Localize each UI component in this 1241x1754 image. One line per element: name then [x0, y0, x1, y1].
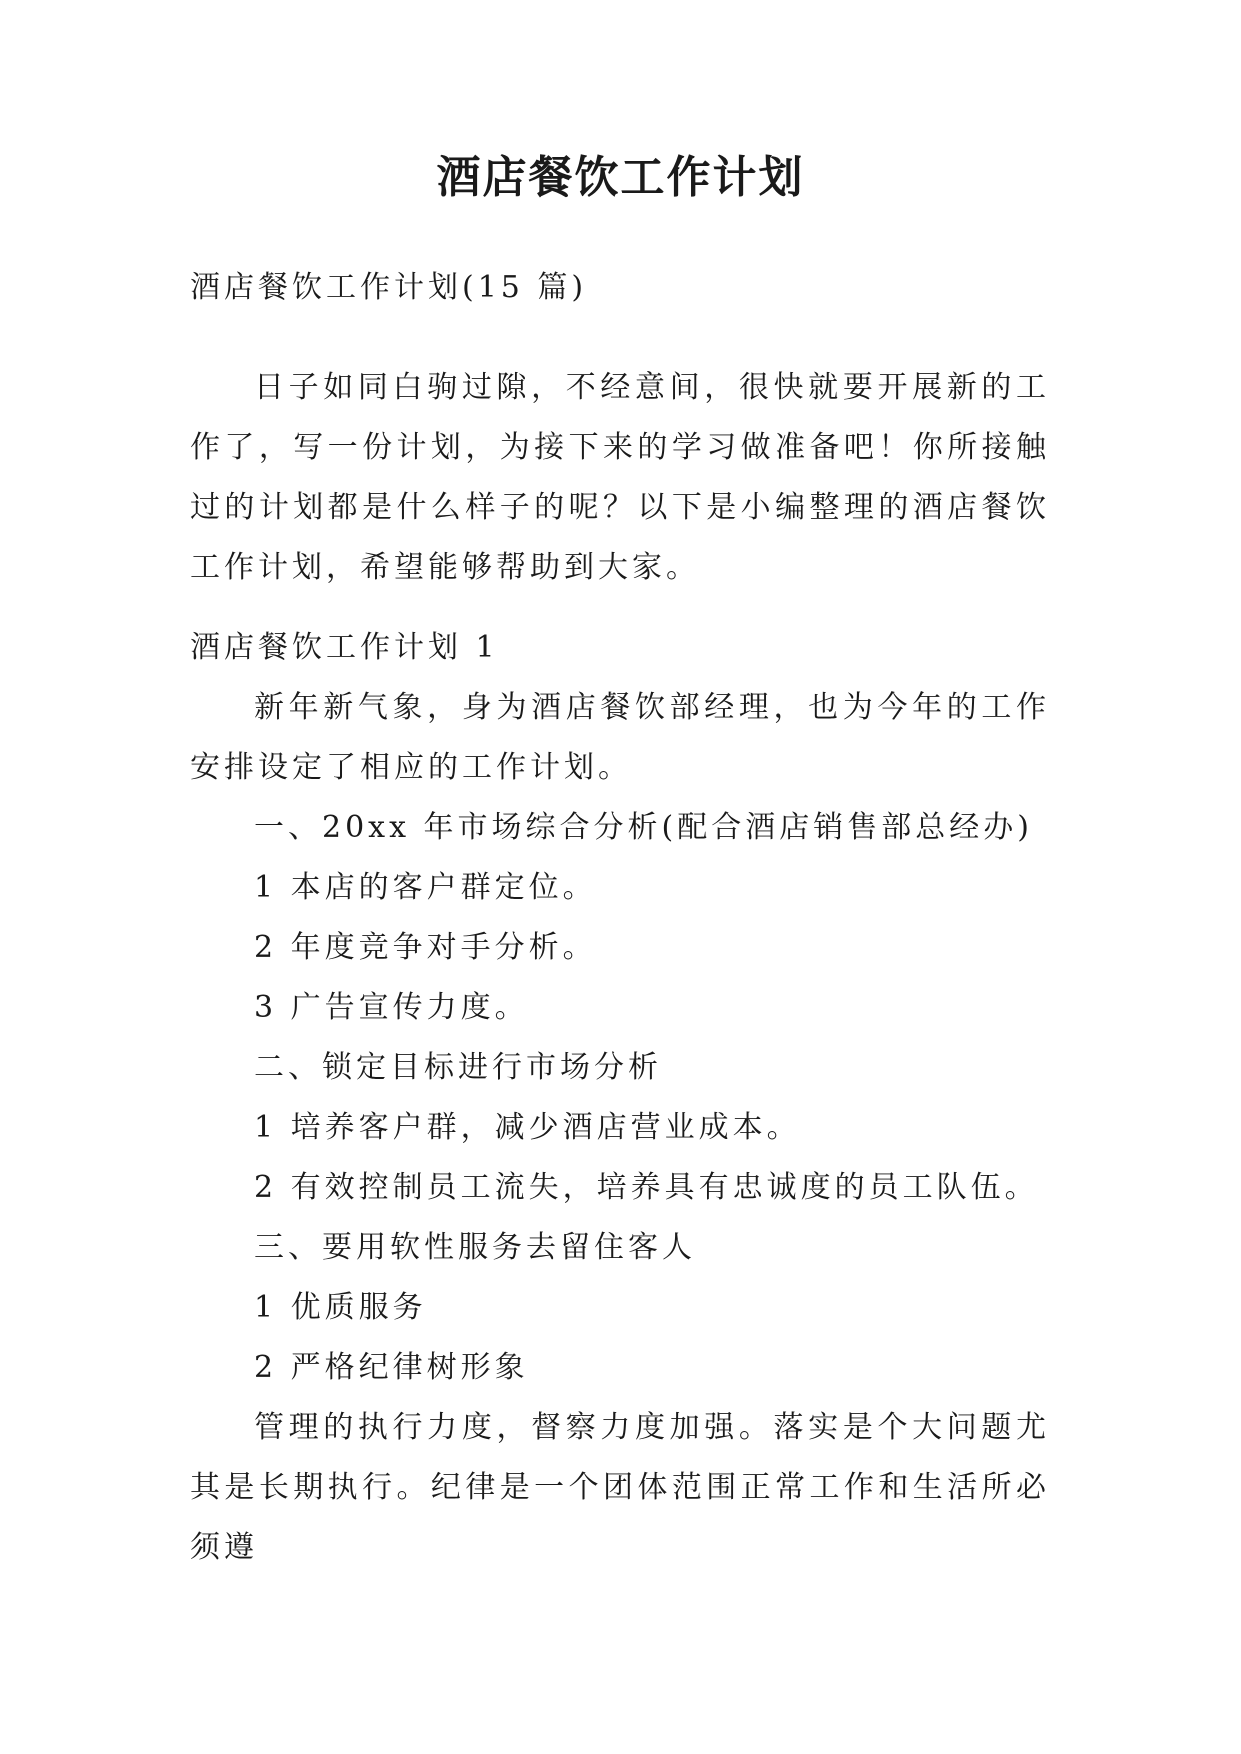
list-item: 三、要用软性服务去留住客人	[254, 1230, 696, 1265]
list-item: 1 本店的客户群定位。	[254, 870, 597, 905]
intro-block	[190, 358, 1050, 598]
document-title: 酒店餐饮工作计划	[436, 152, 805, 203]
section-1-block	[190, 618, 1050, 1578]
list-item: 2 严格纪律树形象	[254, 1350, 529, 1385]
list-item: 二、锁定目标进行市场分析	[254, 1050, 662, 1085]
list-item: 1 培养客户群，减少酒店营业成本。	[254, 1110, 801, 1145]
list-item: 3 广告宣传力度。	[254, 990, 529, 1025]
list-item: 2 年度竞争对手分析。	[254, 930, 597, 965]
document-subtitle: 酒店餐饮工作计划(15 篇)	[190, 270, 588, 305]
list-item: 2 有效控制员工流失，培养具有忠诚度的员工队伍。	[254, 1170, 1039, 1205]
section-paragraph: 新年新气象，身为酒店餐饮部经理，也为今年的工作安排设定了相应的工作计划。	[190, 690, 1050, 785]
closing-paragraph: 管理的执行力度，督察力度加强。落实是个大问题尤其是长期执行。纪律是一个团体范围正常工作和生活所必须遵	[190, 1410, 1050, 1565]
section-heading: 酒店餐饮工作计划 1	[190, 630, 499, 665]
intro-paragraph: 日子如同白驹过隙，不经意间，很快就要开展新的工作了，写一份计划，为接下来的学习做准备吧！你所接触过的计划都是什么样子的呢？以下是小编整理的酒店餐饮工作计划，希望能够帮助到大家。	[190, 370, 1050, 585]
document-subtitle-block	[190, 258, 1050, 318]
list-item: 1 优质服务	[254, 1290, 427, 1325]
list-item: 一、20xx 年市场综合分析(配合酒店销售部总经办)	[254, 810, 1033, 845]
